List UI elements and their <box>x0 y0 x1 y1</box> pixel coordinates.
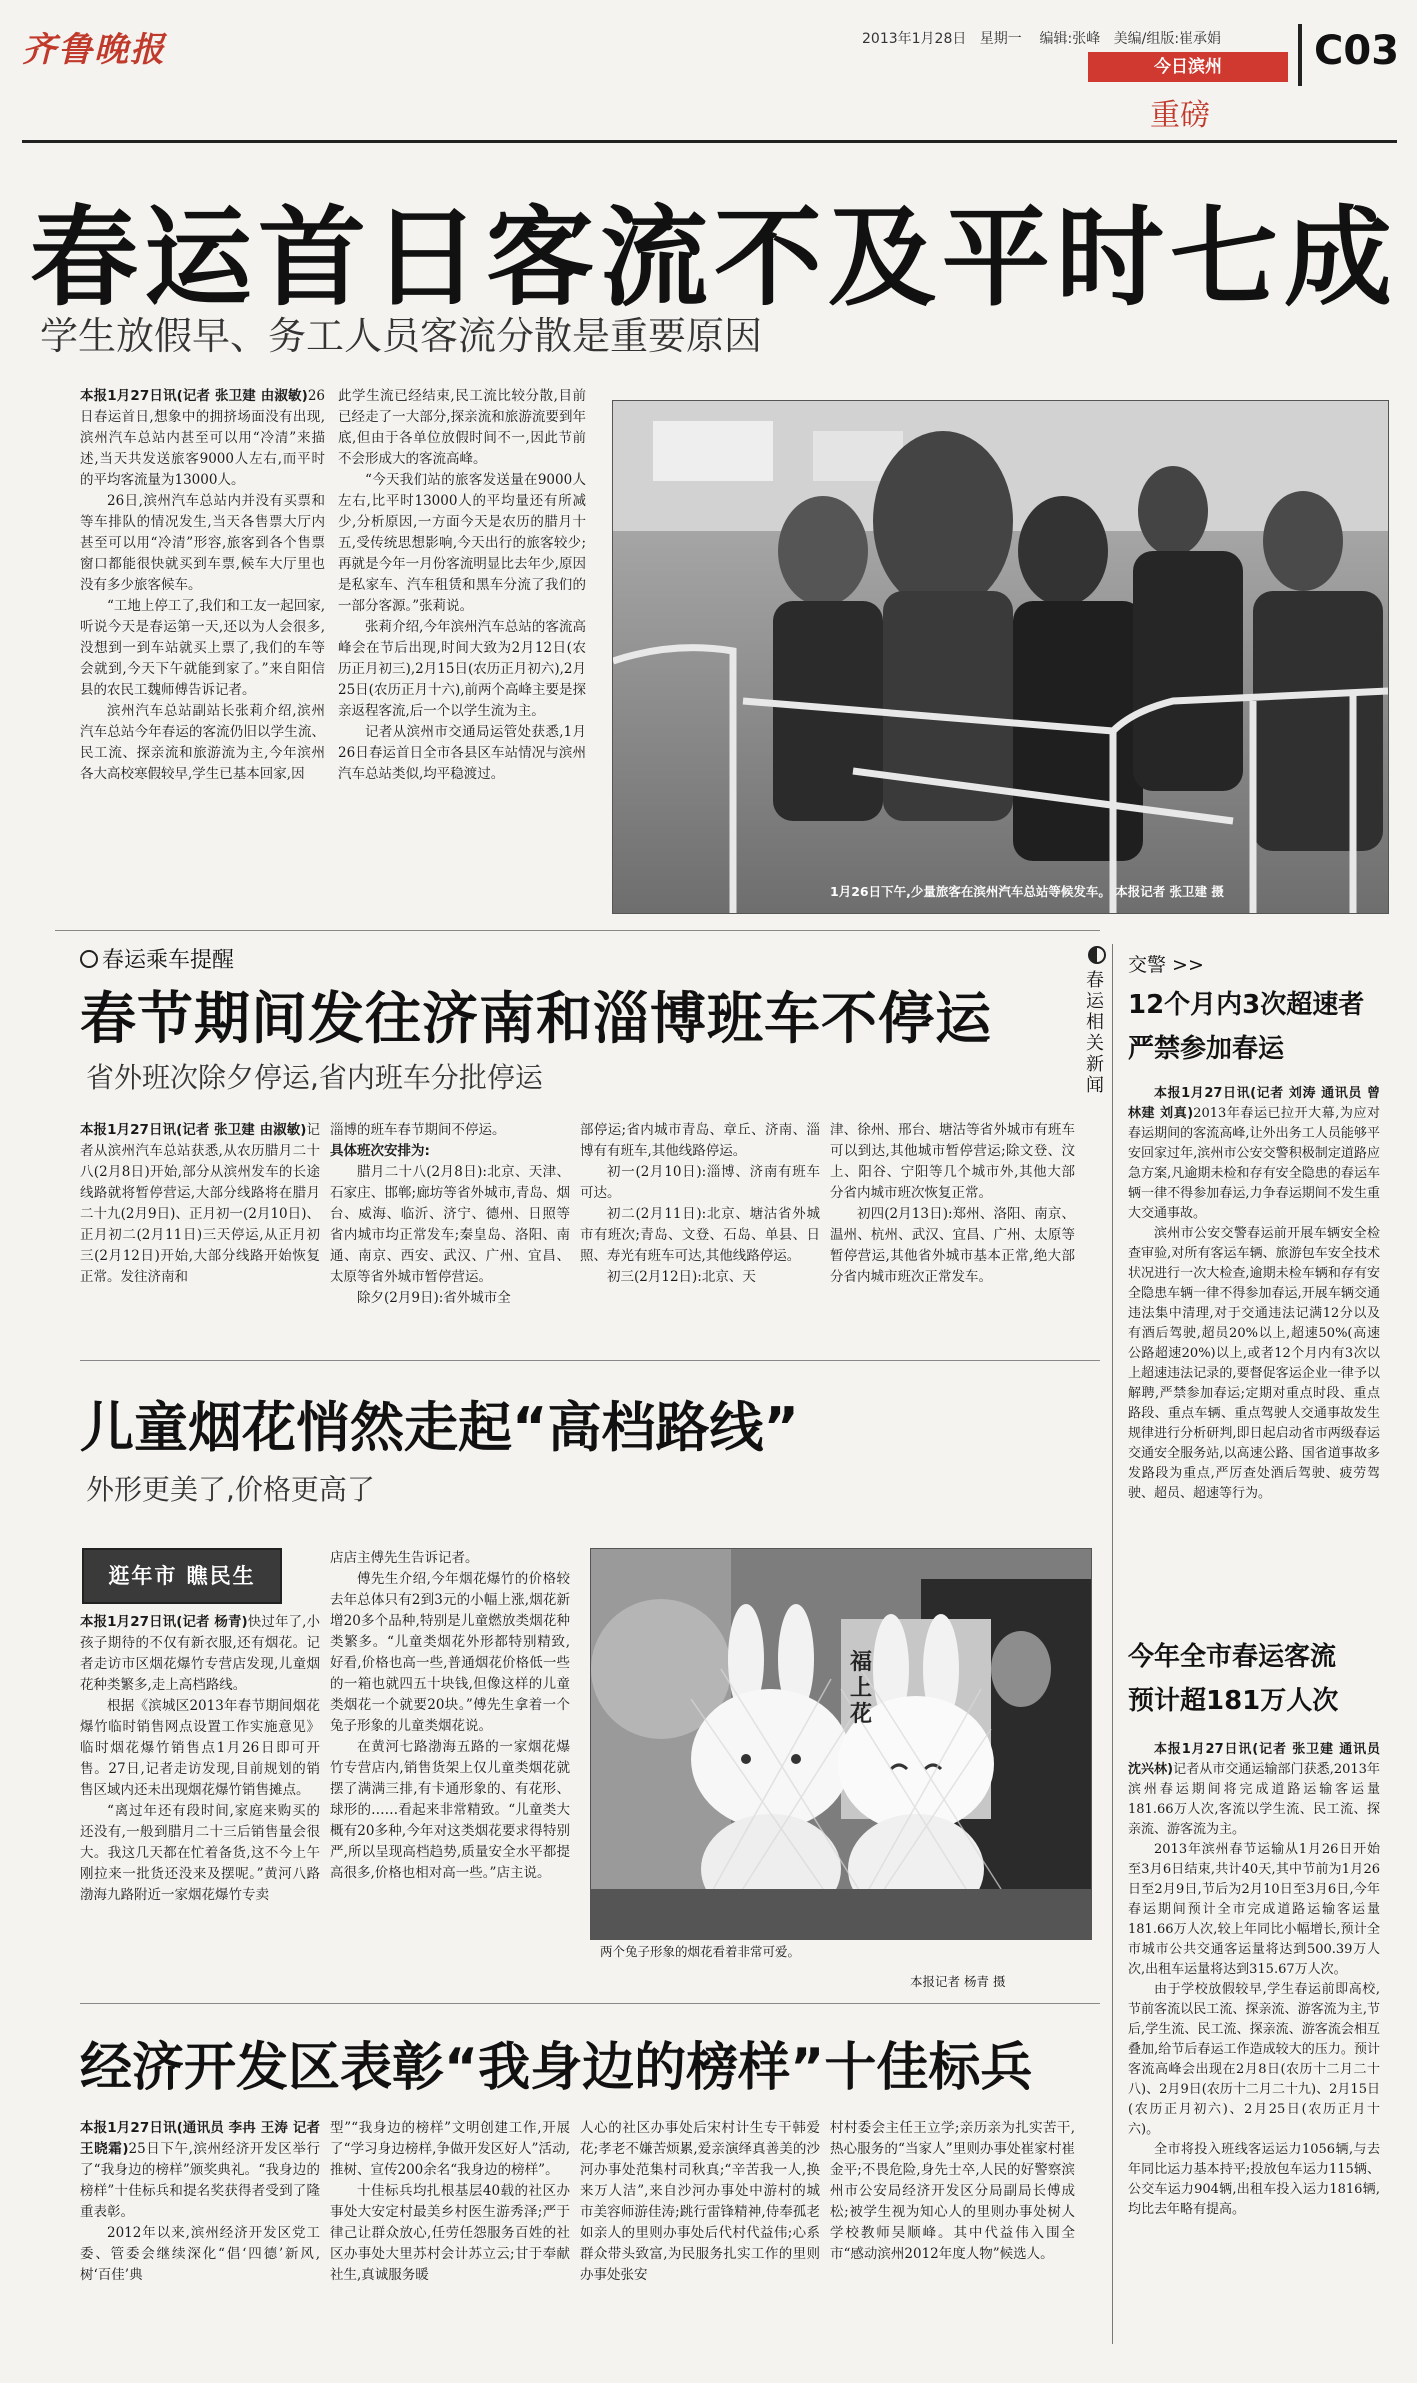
story4-col3-para: 人心的社区办事处后宋村计生专干韩爱花;孝老不嫌苦烦累,爱亲演绎真善美的沙河办事处范集村司秋真;“辛苦我一人,换来万人洁”,来自沙河办事处中游村的城市美容师游佳涛;跳行雷锋精神,侍奉孤老如亲人的里则办事处后代村代益伟;心系群众带头致富,为民服务扎实工作的里则办事处张安 <box>580 2120 820 2283</box>
story3-headline: 儿童烟花悄然走起“高档路线” <box>80 1396 799 1459</box>
story3-col1-para: 根据《滨城区2013年春节期间烟花爆竹临时销售网点设置工作实施意见》临时烟花爆竹销售点1月26日即可开售。27日,记者走访发现,目前规划的销售区域内还未出现烟花爆竹销售摊点。 <box>80 1698 320 1798</box>
rabbit-fireworks-image <box>591 1549 1091 1939</box>
story2-column-3 <box>580 1120 820 1340</box>
story1-col1-para: “工地上停工了,我们和工友一起回家,听说今天是春运第一天,还以为人会很多,没想到一到车站就买上票了,我们的车等会就到,今天下午就能到家了。”来自阳信县的农民工魏师傅告诉记者。 <box>80 598 325 698</box>
story2-col3-para: 初三(2月12日):北京、天 <box>607 1269 756 1285</box>
story1-col1-para: 滨州汽车总站副站长张莉介绍,滨州汽车总站今年春运的客流仍旧以学生流、民工流、探亲流和旅游流为主,今年滨州各大高校寒假较早,学生已基本回家,因 <box>80 703 325 782</box>
story2-subhead: 省外班次除夕停运,省内班车分批停运 <box>86 1061 543 1094</box>
story2-col1-para: 本报1月27日讯(记者 张卫建 由淑敏)记者从滨州汽车总站获悉,从农历腊月二十八(2月8日)开始,部分从滨州发车的长途线路就将暂停营运,大部分线路将在腊月二十九(2月9日)、正月初一(2月10日)、正月初二(2月11日)三天停运,从正月初三(2月12日)开始,大部分线路开始恢复正常。发往济南和 <box>80 1122 320 1285</box>
story2-col2-para: 具体班次安排为: <box>330 1143 430 1159</box>
sidebar-b-body <box>1128 1740 1380 2345</box>
sidebar-a-body <box>1128 1084 1380 1614</box>
divider <box>80 2003 1100 2004</box>
story3-col2-para: 在黄河七路渤海五路的一家烟花爆竹专营店内,销售货架上仅儿童类烟花就摆了满满三排,有卡通形象的、有花形、球形的……看起来非常精致。“儿童类大概有20多种,今年对这类烟花要求得特别严,所以呈现高档趋势,质量安全水平都提高很多,价格也相对高一些。”店主说。 <box>330 1739 570 1881</box>
divider <box>55 930 1100 931</box>
story4-col1-para: 2012年以来,滨州经济开发区党工委、管委会继续深化“倡‘四德’新风,树‘百佳’典 <box>80 2225 320 2283</box>
story4-headline: 经济开发区表彰“我身边的榜样”十佳标兵 <box>80 2038 1033 2098</box>
column-label: 重磅 <box>1150 98 1210 133</box>
story2-column-2 <box>330 1120 570 1340</box>
issue-date: 2013年1月28日 <box>862 31 967 47</box>
story1-col1-para: 26日,滨州汽车总站内并没有买票和等车排队的情况发生,当天各售票大厅内甚至可以用“冷清”形容,旅客到各个售票窗口都能很快就买到车票,候车大厅里也没有多少旅客候车。 <box>80 493 325 593</box>
sidebar-a-headline-1: 12个月内3次超速者 <box>1128 990 1365 1020</box>
story4-col2-para: 十佳标兵均扎根基层40载的社区办事处大安定村最美乡村医生游秀泽;严于律己让群众放心,任劳任怨服务百姓的社区办事处大里苏村会计苏立云;甘于奉献社生,真诚服务暖 <box>330 2183 570 2283</box>
story3-photo <box>590 1548 1092 1940</box>
story2-col2-para: 除夕(2月9日):省外城市全 <box>357 1290 511 1306</box>
story3-column-1 <box>80 1612 320 1972</box>
section-tab <box>1088 52 1288 82</box>
sidebar-b-para: 本报1月27日讯(记者 张卫建 通讯员 沈兴林)记者从市交通运输部门获悉,2013年滨州春运期间将完成道路运输客运量181.66万人次,客流以学生流、民工流、探亲流、游客流为主。 <box>1128 1742 1380 1837</box>
story1-col2-para: 此学生流已经结束,民工流比较分散,目前已经走了一大部分,探亲流和旅游流要到年底,但由于各单位放假时间不一,因此节前不会形成大的客流高峰。 <box>338 388 586 467</box>
half-circle-icon <box>1088 946 1106 964</box>
story4-col2-para: 型”“我身边的榜样”文明创建工作,开展了“学习身边榜样,争做开发区好人”活动,推树、宣传200余名“我身边的榜样”。 <box>330 2120 570 2178</box>
editor-credit: 编辑:张峰 <box>1039 31 1101 47</box>
story3-col2-para: 傅先生介绍,今年烟花爆竹的价格较去年总体只有2到3元的小幅上涨,烟花新增20多个品种,特别是儿童燃放类烟花种类繁多。“儿童类烟花外形都特别精致,好看,价格也高一些,普通烟花价格低一些的一箱也就四五十块钱,但像这样的儿童类烟花一个就要20块。”傅先生拿着一个兔子形象的儿童类烟花说。 <box>330 1571 570 1734</box>
story1-col2-para: 张莉介绍,今年滨州汽车总站的客流高峰会在节后出现,时间大致为2月12日(农历正月初三),2月15日(农历正月初六),2月25日(农历正月十六),前两个高峰主要是探亲返程客流,后一个以学生流为主。 <box>338 619 586 719</box>
story1-col2-para: 记者从滨州市交通局运管处获悉,1月26日春运首日全市各县区车站情况与滨州汽车总站类似,均平稳渡过。 <box>338 724 586 782</box>
sidebar-label-text: 春运相关新闻 <box>1086 970 1104 1096</box>
sidebar-b-headline-2: 预计超181万人次 <box>1128 1686 1339 1716</box>
issue-weekday: 星期一 <box>979 31 1022 47</box>
station-crowd-image <box>613 401 1388 913</box>
masthead-logo: 齐鲁晚报 <box>22 30 166 70</box>
designer-credit: 美编/组版:崔承娟 <box>1113 31 1222 47</box>
story1-column-1 <box>80 386 325 916</box>
story1-subhead: 学生放假早、务工人员客流分散是重要原因 <box>40 314 763 358</box>
sidebar-b-para: 全市将投入班线客运运力1056辆,与去年同比运力基本持平;投放包车运力115辆、公交车运力904辆,出租车投入运力1816辆,均比去年略有提高。 <box>1128 2142 1380 2217</box>
story4-column-1 <box>80 2118 320 2358</box>
masthead-rule <box>22 140 1397 143</box>
story3-subhead: 外形更美了,价格更高了 <box>86 1473 375 1506</box>
story2-headline: 春节期间发往济南和淄博班车不停运 <box>80 987 992 1052</box>
sidebar-tag: 交警 >> <box>1128 954 1204 976</box>
story3-photo-credit: 本报记者 杨青 摄 <box>910 1974 1006 1989</box>
sidebar-b-para: 2013年滨州春节运输从1月26日开始至3月6日结束,共计40天,其中节前为1月26日至2月9日,节后为2月10日至3月6日,今年春运期间预计全市完成道路运输客运量181.66万人次,较上年同比小幅增长,预计全市城市公共交通客运量将达到500.39万人次,出租车运量将达到315.67万人次。 <box>1128 1842 1380 1977</box>
story2-col3-para: 初二(2月11日):北京、塘沽省外城市有班次;青岛、文登、石岛、单县、日照、寿光有班车可达,其他线路停运。 <box>580 1206 820 1264</box>
page-number-badge <box>1298 24 1402 86</box>
sidebar-a-headline-2: 严禁参加春运 <box>1128 1034 1285 1064</box>
story4-column-2 <box>330 2118 570 2358</box>
story1-column-2 <box>338 386 586 916</box>
story2-kicker <box>80 943 234 974</box>
story3-column-badge <box>82 1548 282 1604</box>
story4-col1-para: 本报1月27日讯(通讯员 李冉 王涛 记者 王晓霜)25日下午,滨州经济开发区举行了“我身边的榜样”颁奖典礼。“我身边的榜样”十佳标兵和提名奖获得者受到了隆重表彰。 <box>80 2120 320 2220</box>
story2-col2-para: 腊月二十八(2月8日):北京、天津、石家庄、邯郸;廊坊等省外城市,青岛、烟台、威海、临沂、济宁、德州、日照等省内城市均正常发车;秦皇岛、洛阳、南通、南京、西安、武汉、广州、宜昌、太原等省外城市暂停营运。 <box>330 1164 570 1285</box>
story3-badge-text: 逛年市 瞧民生 <box>108 1564 256 1588</box>
sidebar-rule <box>1112 944 1113 2344</box>
story1-photo <box>612 400 1389 914</box>
story1-photo-caption: 1月26日下午,少量旅客在滨州汽车总站等候发车。 本报记者 张卫建 摄 <box>830 884 1224 899</box>
story2-col3-para: 初一(2月10日):淄博、济南有班车可达。 <box>580 1164 820 1201</box>
story3-col1-para: “离过年还有段时间,家庭来购买的还没有,一般到腊月二十三后销售量会很大。我这几天都在忙着备货,这不今上午刚拉来一批货还没来及摆呢。”黄河八路渤海九路附近一家烟花爆竹专卖 <box>80 1803 320 1903</box>
sidebar-b-para: 由于学校放假较早,学生春运前即高校,节前客流以民工流、探亲流、游客流为主,节后,学生流、民工流、探亲流、游客流会相互叠加,给节后春运工作造成较大的压力。预计客流高峰会出现在2月8日(农历十二月二十八)、2月9日(农历十二月二十九)、2月15日(农历正月初六)、2月25日(农历正月十六)。 <box>1128 1982 1380 2137</box>
story3-column-2 <box>330 1548 570 1972</box>
sidebar-label <box>1086 946 1110 1096</box>
story1-col1-para: 本报1月27日讯(记者 张卫建 由淑敏)26日春运首日,想象中的拥挤场面没有出现,滨州汽车总站内甚至可以用“冷清”来描述,当天共发送旅客9000人左右,而平时的平均客流量为13000人。 <box>80 388 325 488</box>
sidebar-b-headline-1: 今年全市春运客流 <box>1128 1642 1337 1672</box>
sidebar-a-para: 本报1月27日讯(记者 刘涛 通讯员 曾林建 刘真)2013年春运已拉开大幕,为应对春运期间的客流高峰,让外出务工人员能够平安回家过年,滨州市公安交警积极制定道路应急方案,凡逾期未检和存有安全隐患的春运车辆一律不得参加春运,力争春运期间不发生重大交通事故。 <box>1128 1086 1380 1221</box>
story3-photo-sign: 福上花 <box>850 1650 873 1727</box>
sidebar-a-para: 滨州市公安交警春运前开展车辆安全检查审验,对所有客运车辆、旅游包车安全技术状况进行一次大检查,逾期未检车辆和存有安全隐患车辆一律不得参加春运,开展车辆交通违法集中清理,对于交通违法记满12分以及有酒后驾驶,超员20%以上,超速50%(高速公路超速20%)以上,或者12个月内有3次以上超速违法记录的,要督促客运企业一律予以解聘,严禁参加春运;定期对重点时段、重点路段、重点车辆、重点驾驶人交通事故发生规律进行分析研判,即日起启动省市两级春运交通安全服务站,以高速公路、国省道事故多发路段为重点,严厉查处酒后驾驶、疲劳驾驶、超员、超速等行为。 <box>1128 1226 1380 1501</box>
story1-col2-para: “今天我们站的旅客发送量在9000人左右,比平时13000人的平均量还有所减少,分析原因,一方面今天是农历的腊月十五,受传统思想影响,今天出行的旅客较少;再就是今年一月份客流明显比去年少,原因是私家车、汽车租赁和黑车分流了我们的一部分客源。”张莉说。 <box>338 472 586 614</box>
story3-col1-para: 本报1月27日讯(记者 杨青)快过年了,小孩子期待的不仅有新衣服,还有烟花。记者走访市区烟花爆竹专营店发现,儿童烟花种类繁多,走上高档路线。 <box>80 1614 320 1693</box>
divider <box>80 1360 1100 1361</box>
story4-col4-para: 村村委会主任王立学;亲历亲为扎实苦干,热心服务的“当家人”里则办事处崔家村崔金平;不畏危险,身先士卒,人民的好警察滨州市公安局经济开发区分局副局长傅成松;被学生视为知心人的里则办事处树人学校教师吴顺峰。其中代益伟入围全市“感动滨州2012年度人物”候选人。 <box>830 2120 1075 2262</box>
section-label: 今日滨州 <box>1154 57 1222 77</box>
story2-column-1 <box>80 1120 320 1340</box>
story1-headline: 春运首日客流不及平时七成 <box>30 196 1399 321</box>
page-number: C03 <box>1314 28 1400 74</box>
story2-col4-para: 津、徐州、邢台、塘沽等省外城市有班车可以到达,其他城市暂停营运;除文登、汶上、阳谷、宁阳等几个城市外,其他大部分省内城市班次恢复正常。 <box>830 1122 1075 1201</box>
story3-col2-para: 店店主傅先生告诉记者。 <box>330 1550 479 1566</box>
story4-column-3 <box>580 2118 820 2358</box>
story2-column-4 <box>830 1120 1075 1340</box>
story2-col4-para: 初四(2月13日):郑州、洛阳、南京、温州、杭州、武汉、宜昌、广州、太原等暂停营运,其他省外城市基本正常,绝大部分省内城市班次正常发车。 <box>830 1206 1075 1285</box>
story2-kicker-text: 春运乘车提醒 <box>102 948 235 973</box>
story2-col2-para: 淄博的班车春节期间不停运。 <box>330 1122 506 1138</box>
story4-column-4 <box>830 2118 1075 2358</box>
bullet-circle-icon <box>80 950 98 968</box>
story2-col3-para: 部停运;省内城市青岛、章丘、济南、淄博有有班车,其他线路停运。 <box>580 1122 820 1159</box>
story3-photo-caption: 两个兔子形象的烟花看着非常可爱。 <box>600 1944 801 1959</box>
masthead-info <box>862 28 1221 48</box>
